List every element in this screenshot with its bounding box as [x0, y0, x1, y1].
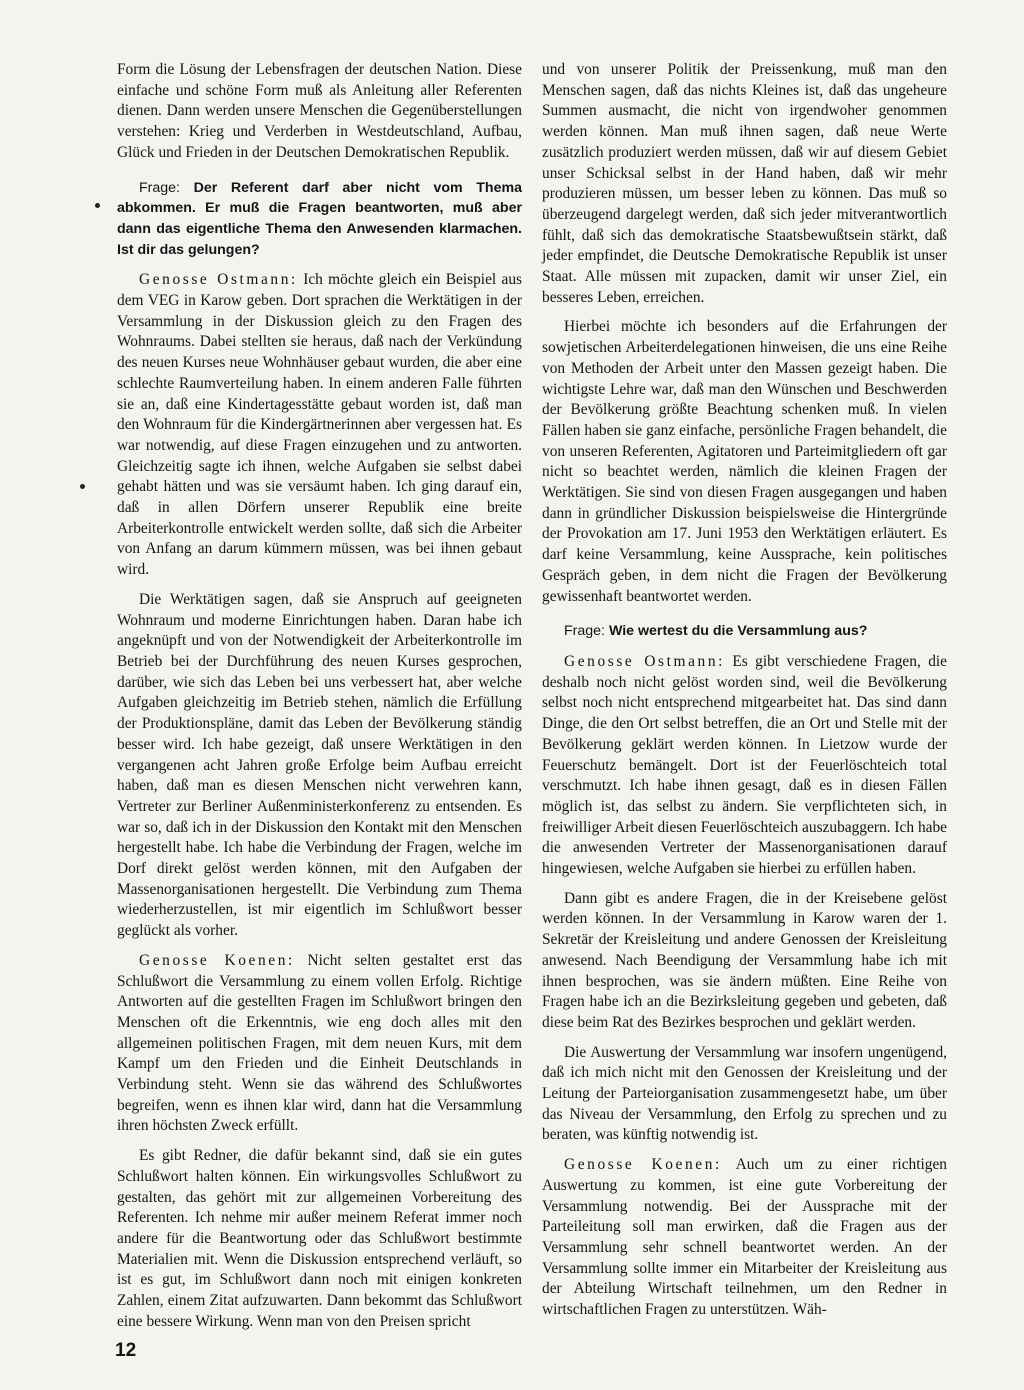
question-text: Der Referent darf aber nicht vom Thema abkommen. Er muß die Fragen beantworten, muß aber dann das eigentliche Thema den Anwesenden klarmachen. Ist dir das gelungen?	[117, 179, 522, 258]
paragraph: Die Werktätigen sagen, daß sie Anspruch auf geeigneten Wohnraum und moderne Einrichtungen haben. Daran habe ich angeknüpft und von der Notwendigkeit der Arbeiterkontrolle im Betrieb bei der Durchführung des neuen Kurses gesprochen, darüber, wie sich das Leben bei uns verbessert hat, aber welche Aufgaben gleichzeitig im Betrieb stehen, nämlich die Erfüllung der Produktionspläne, damit das Leben der Bevölkerung ständig besser wird. Ich habe gezeigt, daß unsere Werktätigen in den vergangenen acht Jahren große Erfolge beim Aufbau erreicht haben, daß man es diesen Menschen nicht verwehren kann, Vertreter zur Berliner Außenministerkonferenz zu entsenden. Es war so, daß ich in der Diskussion den Kontakt mit den Menschen hergestellt habe. Ich habe die Verbindung der Fragen, welche im Dorf direkt gelöst werden können, mit den Aufgaben der Massenorganisationen hergestellt. Die Verbindung zum Thema wiederherzustellen, ist mir eigentlich im Schlußwort besser geglückt als vorher.	[117, 590, 522, 940]
paragraph: und von unserer Politik der Preissenkung, muß man den Menschen sagen, daß das nichts Kleines ist, daß das ungeheure Summen ausmacht, die nicht von irgendwoher genommen werden können. Man muß ihnen sagen, daß neue Werte zusätzlich produziert werden müssen, daß wir auf diesem Gebiet unser Schicksal selbst in der Hand haben, daß wir mehr produzieren müssen, um besser leben zu können. Das muß so überzeugend dargelegt werden, daß sich jeder mitverantwortlich fühlt, daß sich das demokratische Staatsbewußtsein stärkt, daß jeder empfindet, die Deutsche Demokratische Republik ist unser Staat. Alle müssen mit zupacken, damit wir unser Ziel, ein besseres Leben, erreichen.	[542, 61, 947, 306]
speaker-name: Genosse Ostmann:	[139, 271, 298, 289]
speaker-name: Genosse Ostmann:	[564, 652, 725, 670]
left-column	[117, 60, 522, 1341]
right-column	[542, 60, 947, 1330]
speaker-name: Genosse Koenen:	[564, 1156, 722, 1174]
paragraph-text: Es gibt verschiedene Fragen, die deshalb noch nicht gelöst worden sind, weil die Bevölkerung selbst noch nicht entsprechend mitgearbeitet hat. Das sind dann Dinge, die den Ort selbst betreffen, die an Ort und Stelle mit der Bevölkerung geklärt werden können. In Lietzow wurde der Feuerschutz bemängelt. Dort ist der Feuerlöschteich total verschmutzt. Ich habe ihnen gesagt, daß es in diesen Fällen möglich ist, das selbst zu ändern. Sie verpflichteten sich, in freiwilliger Arbeit diesen Feuerlöschteich auszubaggern. Ich habe die anwesenden Vertreter der Massenorganisationen darauf hingewiesen, welche Aufgaben sie hierbei zu erfüllen haben.	[542, 652, 947, 878]
question-label: Frage:	[139, 179, 194, 196]
paragraph	[542, 652, 947, 880]
question-heading	[542, 621, 947, 642]
question-label: Frage:	[564, 623, 609, 640]
paragraph	[117, 951, 522, 1137]
paragraph: Hierbei möchte ich besonders auf die Erfahrungen der sowjetischen Arbeiterdelegationen hinweisen, die uns eine Reihe von Methoden der Arbeit unter den Massen gezeigt haben. Die wichtigste Lehre war, daß man den Wünschen und Beschwerden der Bevölkerung größte Beachtung schenken muß. In vielen Fällen haben sie ganz einfache, persönliche Fragen behandelt, die von unseren Referenten, Agitatoren und Parteimitgliedern oft gar nicht so beachtet werden, nämlich die kleinen Fragen der Werktätigen. Sie sind von diesen Fragen ausgegangen und haben dann in gründlicher Diskussion beispielsweise die Hintergründe der Provokation am 17. Juni 1953 den Werktätigen erläutert. Es darf keine Versammlung, keine Aussprache, kein politisches Gespräch geben, in dem nicht die Fragen der Bevölkerung gewissenhaft beantwortet werden.	[542, 318, 947, 605]
question-heading	[117, 178, 522, 261]
paragraph-text: Auch um zu einer richtigen Auswertung zu kommen, ist eine gute Vorbereitung der Versammlung notwendig. Bei der Aussprache mit der Parteileitung soll man erwirken, daß die Fragen aus der Versammlung sehr schnell beantwortet werden. An der Versammlung sollte immer ein Mitarbeiter der Kreisleitung aus der Abteilung Wirtschaft teilnehmen, um den Redner in wirtschaftlichen Fragen zu unterstützen. Wäh-	[542, 1156, 947, 1319]
question-text: Wie wertest du die Versammlung aus?	[608, 623, 868, 640]
paragraph	[117, 270, 522, 581]
paragraph: Die Auswertung der Versammlung war insofern ungenügend, daß ich mich nicht mit den Genossen der Kreisleitung und der Leitung der Parteiorganisation zusammengesetzt habe, um über das Niveau der Versammlung, den Erfolg zu sprechen und zu beraten, was künftig notwendig ist.	[542, 1043, 947, 1144]
paragraph: Form die Lösung der Lebensfragen der deutschen Nation. Diese einfache und schöne Form muß als Anleitung aller Referenten dienen. Dann werden unsere Menschen die Gegenüberstellungen verstehen: Krieg und Verderben in Westdeutschland, Aufbau, Glück und Frieden in der Deutschen Demokratischen Republik.	[117, 61, 522, 161]
print-speck	[95, 203, 100, 208]
speaker-name: Genosse Koenen:	[139, 951, 295, 969]
print-speck	[80, 484, 85, 489]
paragraph: Dann gibt es andere Fragen, die in der Kreisebene gelöst werden können. In der Versammlung in Karow waren der 1. Sekretär der Kreisleitung und andere Genossen der Kreisleitung anwesend. Nach Beendigung der Versammlung habe ich mit ihnen besprochen, was sie ändern müßten. Eine Reihe von Fragen habe ich an die Bezirksleitung gegeben und gebeten, daß diese beim Rat des Bezirkes besprochen und geklärt werden.	[542, 889, 947, 1031]
paragraph-text: Ich möchte gleich ein Beispiel aus dem VEG in Karow geben. Dort sprachen die Werktätigen in der Versammlung in der Diskussion gleich zu den Fragen des Wohnraums. Dabei stellten sie heraus, daß nach der Verkündung des neuen Kurses neue Wohnhäuser gebaut wurden, die aber eine schlechte Raumverteilung haben. In einem anderen Falle führten sie an, daß eine Kindertagesstätte gebaut worden ist, daß man den Wohnraum für die Kindergärtnerinnen aber vergessen hat. Es war notwendig, auf diese Fragen einzugehen und zu antworten. Gleichzeitig sagte ich ihnen, welche Aufgaben sie selbst dabei gehabt hätten und was sie versäumt haben. Ich ging darauf ein, daß in allen Dörfern unserer Republik eine breite Arbeiterkontrolle entwickelt werden sollte, daß sich die Arbeiter von Anfang an darum kümmern müssen, was bei ihnen gebaut wird.	[117, 271, 522, 579]
paragraph-text: Nicht selten gestaltet erst das Schlußwort die Versammlung zu einem vollen Erfolg. Richtige Antworten auf die gestellten Fragen im Schlußwort bringen den Menschen oft die Erkenntnis, wie eng doch alles mit den allgemeinen politischen Fragen, mit dem neuen Kurs, mit dem Kampf um den Frieden und die Einheit Deutschlands in Verbindung steht. Wenn sie das während des Schlußwortes begreifen, wenn es ihnen klar wird, dann hat die Versammlung ihren höchsten Zweck erfüllt.	[117, 951, 522, 1135]
paragraph	[542, 1155, 947, 1321]
paragraph: Es gibt Redner, die dafür bekannt sind, daß sie ein gutes Schlußwort halten können. Ein wirkungsvolles Schlußwort zu gestalten, das gehört mit zur allgemeinen Vorbereitung des Referenten. Ich nehme mir außer meinem Referat immer noch andere für die Beantwortung oder das Schlußwort bestimmte Materialien mit. Wenn die Diskussion entsprechend verläuft, so ist es gut, im Schlußwort dann noch mit einigen konkreten Zahlen, einem Zitat aufzuwarten. Dann bekommt das Schlußwort eine bessere Wirkung. Wenn man von den Preisen spricht	[117, 1147, 522, 1330]
page-number: 12	[115, 1340, 137, 1361]
